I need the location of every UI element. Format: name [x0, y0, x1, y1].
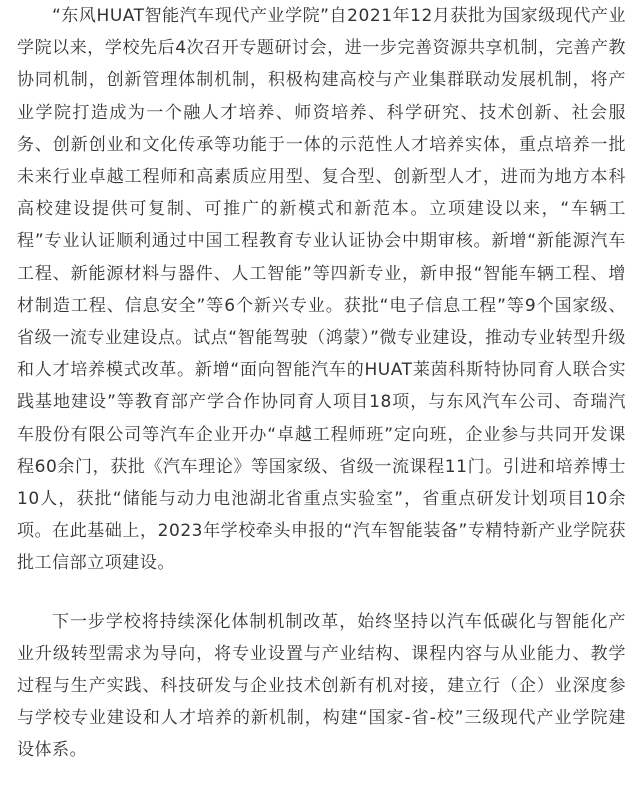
article-paragraph-2: 下一步学校将持续深化体制机制改革，始终坚持以汽车低碳化与智能化产业升级转型需求为导向，将专业设置与产业结构、课程内容与从业能力、教学过程与生产实践、科技研发与企业技术创新有机对接，建立行（企）业深度参与学校专业建设和人才培养的新机制，构建“国家-省-校”三级现代产业学院建设体系。: [17, 611, 626, 761]
article-paragraph-1: “东风HUAT智能汽车现代产业学院”自2021年12月获批为国家级现代产业学院以来，学校先后4次召开专题研讨会，进一步完善资源共享机制，完善产教协同机制，创新管理体制机制，积极构建高校与产业集群联动发展机制，将产业学院打造成为一个融人才培养、师资培养、科学研究、技术创新、社会服务、创新创业和文化传承等功能于一体的示范性人才培养实体，重点培养一批未来行业卓越工程师和高素质应用型、复合型、创新型人才，进而为地方本科高校建设提供可复制、可推广的新模式和新范本。立项建设以来，“车辆工程”专业认证顺利通过中国工程教育专业认证协会中期审核。新增“新能源汽车工程、新能源材料与器件、人工智能”等四新专业，新申报“智能车辆工程、增材制造工程、信息安全”等6个新兴专业。获批“电子信息工程”等9个国家级、省级一流专业建设点。试点“智能驾驶（鸿蒙）”微专业建设，推动专业转型升级和人才培养模式改革。新增“面向智能汽车的HUAT莱茵科斯特协同育人联合实践基地建设”等教育部产学合作协同育人项目18项，与东风汽车公司、奇瑞汽车股份有限公司等汽车企业开办“卓越工程师班”定向班，企业参与共同开发课程60余门，获批《汽车理论》等国家级、省级一流课程11门。引进和培养博士10人，获批“储能与动力电池湖北省重点实验室”，省重点研发计划项目10余项。在此基础上，2023年学校牵头申报的“汽车智能装备”专精特新产业学院获批工信部立项建设。: [17, 6, 626, 574]
article-body: [17, 0, 626, 767]
